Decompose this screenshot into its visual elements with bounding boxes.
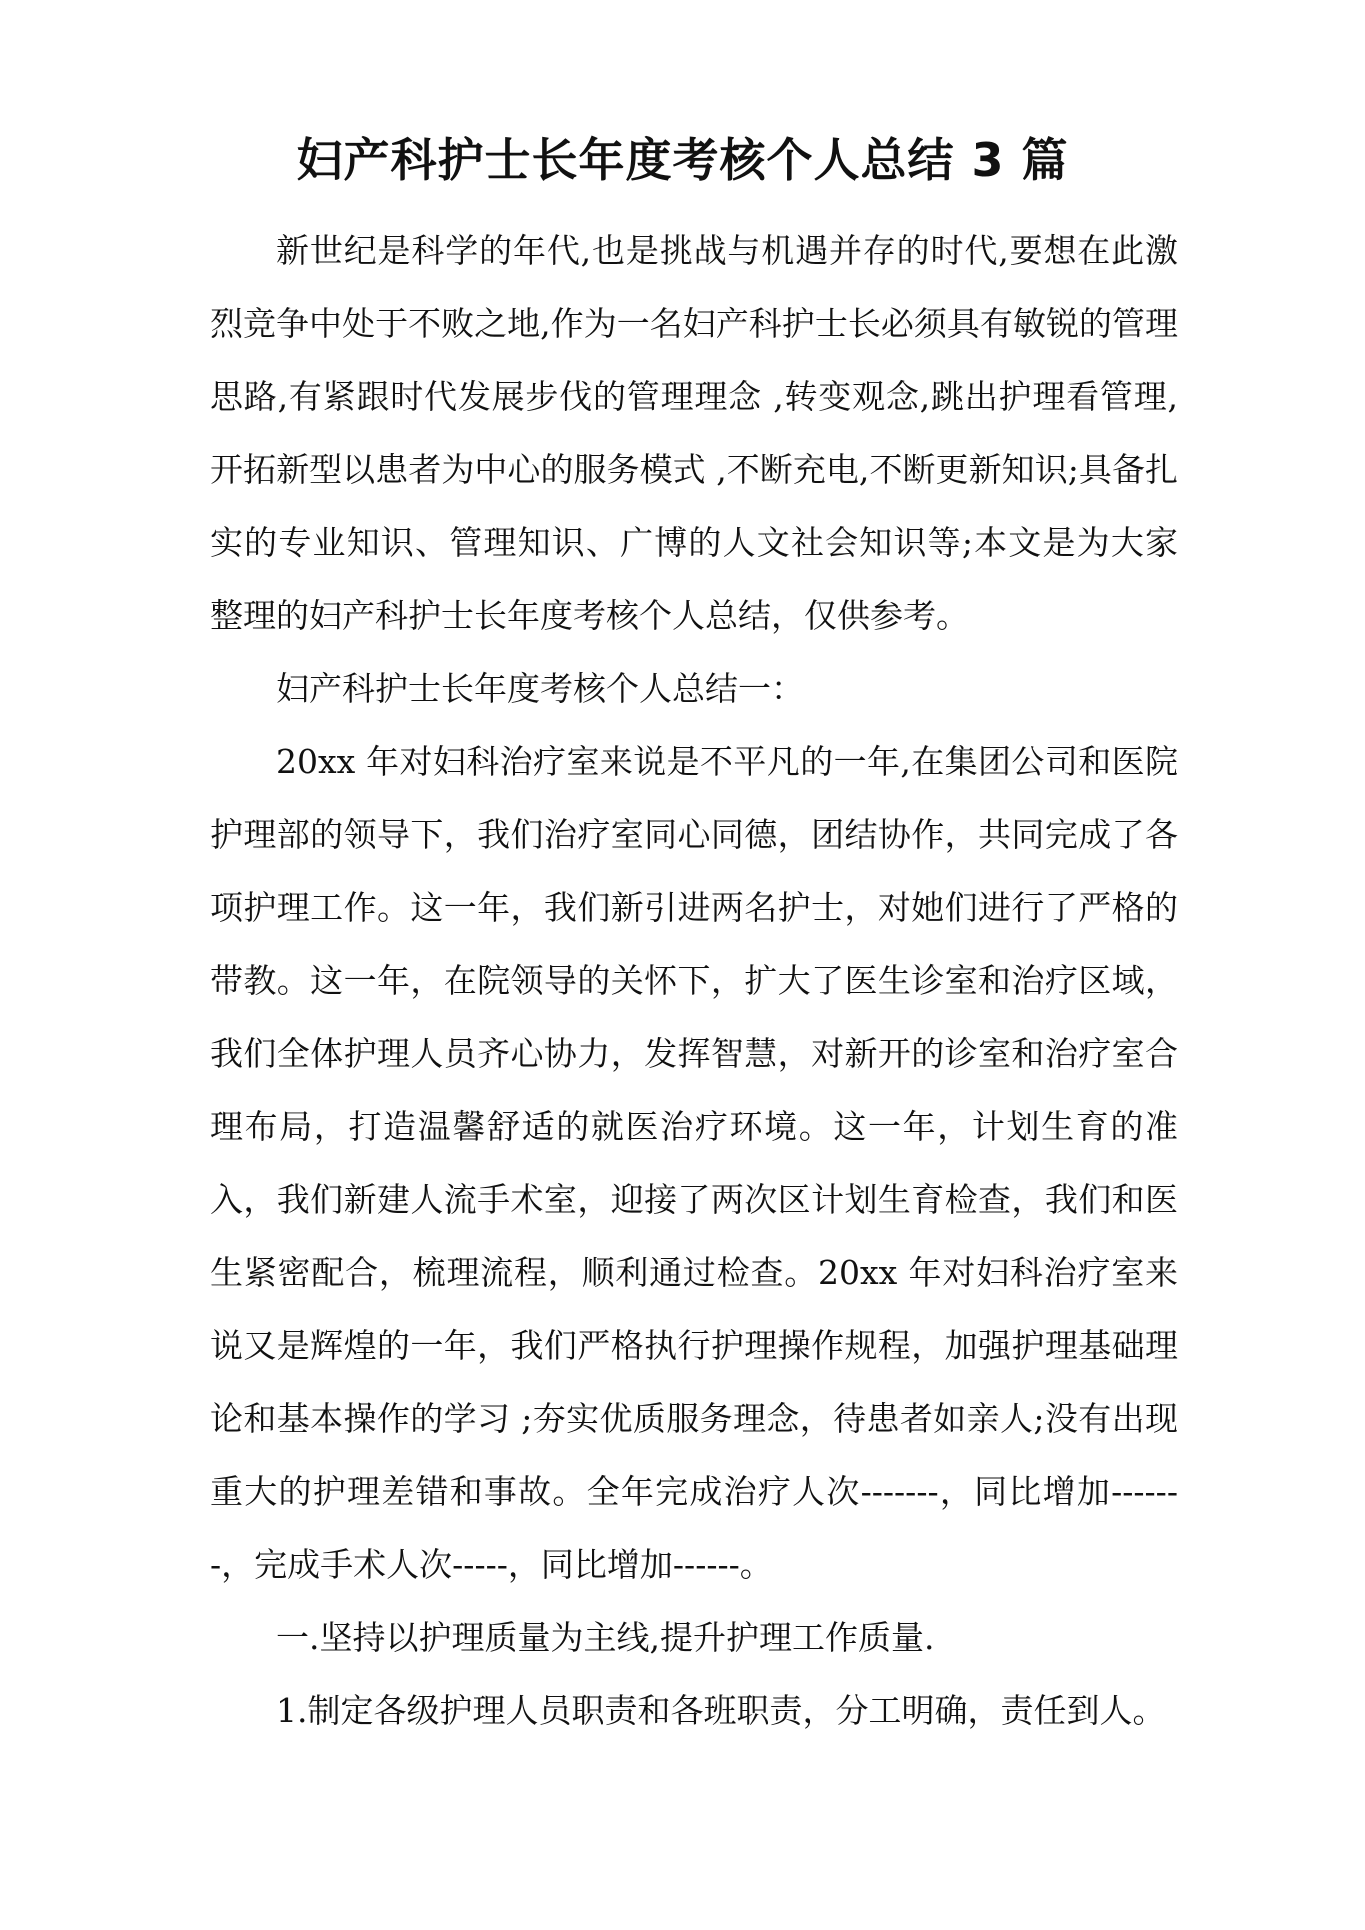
list-item-1: 1.制定各级护理人员职责和各班职责，分工明确，责任到人。 [276,1691,1166,1730]
document-title: 妇产科护士长年度考核个人总结 3 篇 [296,133,1069,187]
section-heading-summary-one: 妇产科护士长年度考核个人总结一： [276,669,804,708]
section-heading-quality: 一.坚持以护理质量为主线,提升护理工作质量. [276,1618,935,1657]
summary-one-paragraph: 20xx 年对妇科治疗室来说是不平凡的一年,在集团公司和医院护理部的领导下，我们治疗室同心同德，团结协作，共同完成了各项护理工作。这一年，我们新引进两名护士，对她们进行了严格的带教。这一年，在院领导的关怀下，扩大了医生诊室和治疗区域，我们全体护理人员齐心协力，发挥智慧，对新开的诊室和治疗室合理布局，打造温馨舒适的就医治疗环境。这一年，计划生育的准入，我们新建人流手术室，迎接了两次区计划生育检查，我们和医生紧密配合，梳理流程，顺利通过检查。20xx 年对妇科治疗室来说又是辉煌的一年，我们严格执行护理操作规程，加强护理基础理论和基本操作的学习 ;夯实优质服务理念，待患者如亲人;没有出现重大的护理差错和事故。全年完成治疗人次-------，同比增加-------，完成手术人次-----，同比增加------。 [210,742,1178,1584]
intro-paragraph: 新世纪是科学的年代,也是挑战与机遇并存的时代,要想在此激烈竞争中处于不败之地,作为一名妇产科护士长必须具有敏锐的管理思路,有紧跟时代发展步伐的管理理念 ,转变观念,跳出护理看管理,开拓新型以患者为中心的服务模式 ,不断充电,不断更新知识;具备扎实的专业知识、管理知识、广博的人文社会知识等;本文是为大家整理的妇产科护士长年度考核个人总结，仅供参考。 [210,231,1178,635]
document-body [210,214,1178,1747]
